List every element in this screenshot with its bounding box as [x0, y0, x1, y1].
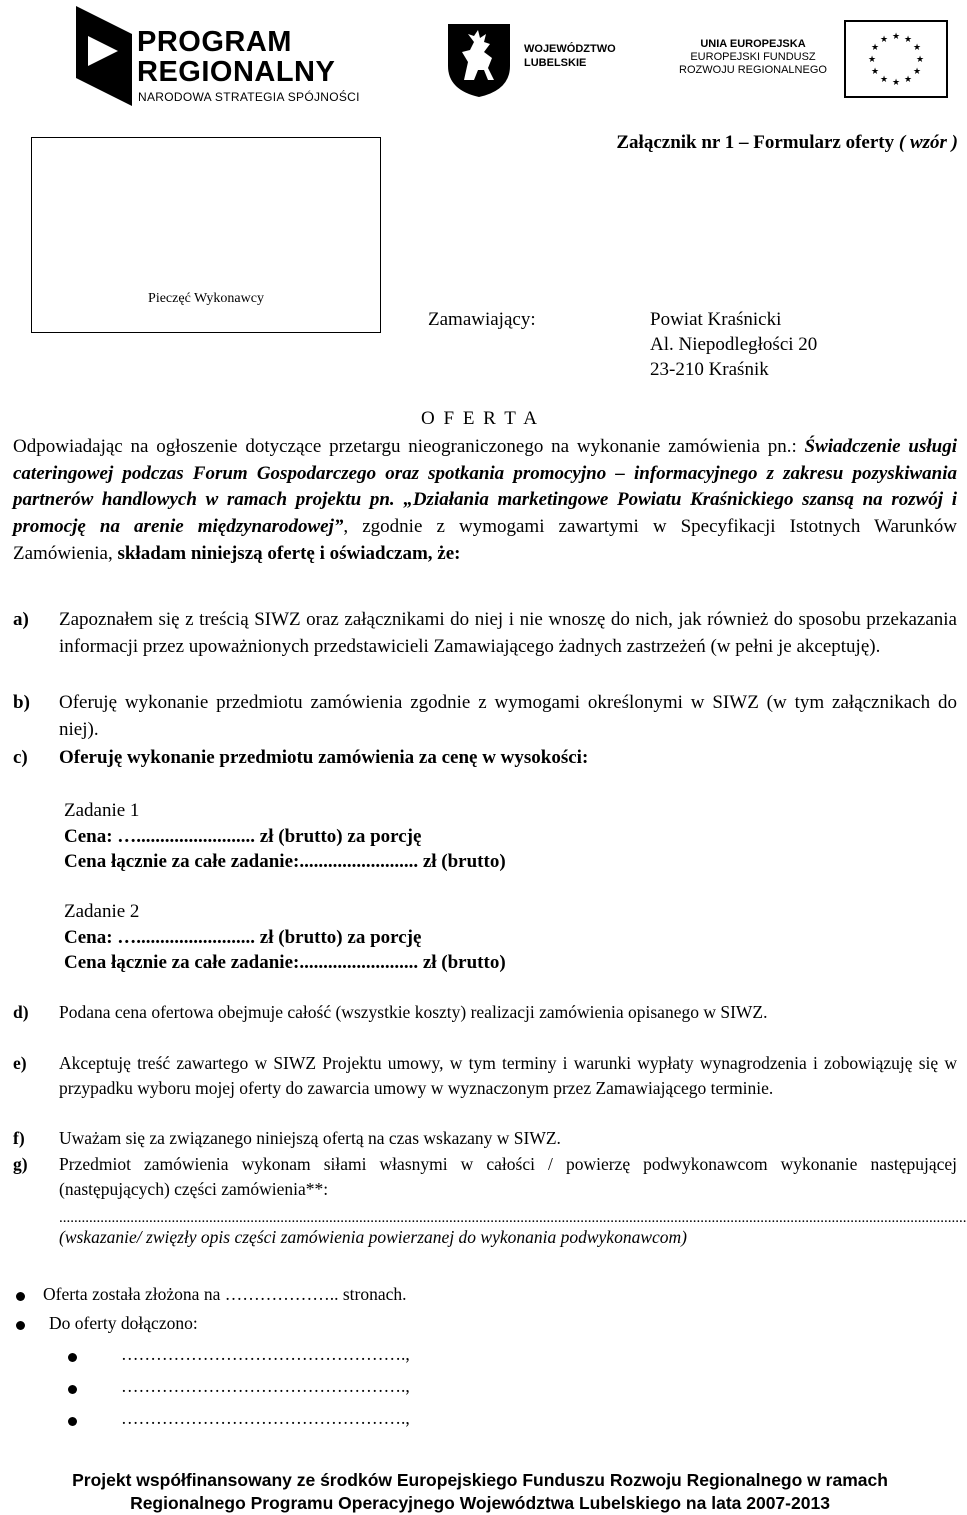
- footer-line2: Regionalnego Programu Operacyjnego Województwa Lubelskiego na lata 2007-2013: [130, 1493, 830, 1513]
- intro-part2: , zgodnie z wymogami zawartymi w Specyfikacji Istotnych Warunków Zamówienia,: [13, 516, 958, 564]
- task-name: Zadanie 2: [64, 901, 140, 922]
- bullet-icon: [16, 1292, 25, 1301]
- intro-declaration: składam niniejszą ofertę i oświadczam, że:: [117, 542, 461, 564]
- orderer-label: Zamawiający:: [428, 309, 536, 330]
- attachment-fill-line: ………………………………………….,: [121, 1376, 410, 1396]
- svg-text:★: ★: [912, 67, 922, 77]
- declaration-item-c: [13, 744, 957, 771]
- svg-text:★: ★: [879, 35, 889, 45]
- program-regionalny-emblem-icon: [76, 6, 132, 106]
- svg-text:★: ★: [891, 32, 901, 42]
- declaration-item-f: [13, 1126, 957, 1151]
- declaration-item-e: [13, 1051, 957, 1101]
- item-letter: f): [13, 1128, 25, 1148]
- eu-logo-line3: ROZWOJU REGIONALNEGO: [679, 64, 827, 76]
- orderer-street: Al. Niepodległości 20: [650, 334, 818, 355]
- wojewodztwo-lubelskie-logo: [444, 22, 634, 98]
- eu-logo: [672, 20, 950, 100]
- item-text: Akceptuję treść zawartego w SIWZ Projektu umowy, w tym terminy i warunki wypłaty wynagrodzenia i zobowiązuję się w przypadku wyboru mojej oferty do zawarcia umowy w wyznaczonym przez Zamawiającego terminie.: [59, 1053, 957, 1098]
- task-price-line: Cena: …......................... zł (brutto) za porcję: [64, 926, 422, 948]
- bullet-icon: [16, 1321, 25, 1330]
- program-regionalny-logo: [76, 6, 396, 106]
- intro-part1: Odpowiadając na ogłoszenie dotyczące przetargu nieograniczonego na wykonanie zamówienia pn.:: [13, 436, 805, 457]
- task-name: Zadanie 1: [64, 800, 140, 821]
- item-text: Przedmiot zamówienia wykonam siłami własnymi w całości / powierzę podwykonawcom wykonanie następującej (następujących) części zamówienia**:: [59, 1154, 957, 1199]
- svg-text:★: ★: [912, 43, 922, 53]
- task-block-2: [64, 899, 506, 976]
- orderer-city: 23-210 Kraśnik: [650, 359, 769, 380]
- svg-text:★: ★: [903, 35, 913, 45]
- item-text: Oferuję wykonanie przedmiotu zamówienia za cenę w wysokości:: [59, 747, 589, 768]
- eu-flag-icon: [844, 20, 948, 98]
- item-letter: e): [13, 1053, 27, 1073]
- item-text: Oferuję wykonanie przedmiotu zamówienia zgodnie z wymogami określonymi w SIWZ (w tym załącznikach do niej).: [59, 692, 957, 740]
- region-logo-line1: WOJEWÓDZTWO: [524, 43, 616, 55]
- subcontract-note: (wskazanie/ zwięzły opis części zamówienia powierzanej do wykonania podwykonawcom): [59, 1227, 687, 1247]
- attachment-fill-line: ………………………………………….,: [121, 1408, 410, 1428]
- attachment-fill-line: ………………………………………….,: [121, 1344, 410, 1364]
- eu-logo-line1: UNIA EUROPEJSKA: [700, 38, 806, 50]
- contract-subject: Świadczenie usługi cateringowej podczas Forum Gospodarczego oraz spotkania promocyjno – informacyjnego z zakresu pozyskiwania partnerów handlowych w ramach projektu pn. „Działania marketingowe Powiatu Kraśnickiego szansą na rozwój i promocję na arenie międzynarodowej”: [13, 436, 957, 538]
- pages-count-line: Oferta została złożona na ……………….. stronach.: [43, 1284, 407, 1304]
- item-text: Podana cena ofertowa obejmuje całość (wszystkie koszty) realizacji zamówienia opisanego w SIWZ.: [59, 1002, 768, 1022]
- task-block-1: [64, 798, 506, 875]
- svg-text:★: ★: [903, 75, 913, 85]
- task-total-line: Cena łącznie za całe zadanie:......................... zł (brutto): [64, 952, 506, 973]
- svg-text:★: ★: [891, 78, 901, 88]
- svg-text:★: ★: [870, 43, 880, 53]
- svg-text:★: ★: [867, 55, 877, 65]
- bullet-icon: [68, 1417, 77, 1426]
- attachments-heading: Do oferty dołączono:: [49, 1313, 198, 1333]
- contractor-stamp-box: [31, 137, 381, 333]
- svg-text:★: ★: [915, 55, 925, 65]
- task-price-line: Cena: …......................... zł (brutto) za porcję: [64, 825, 422, 847]
- program-logo-line1: PROGRAM: [137, 26, 292, 58]
- orderer-name: Powiat Kraśnicki: [650, 309, 782, 330]
- item-letter: a): [13, 609, 29, 630]
- deer-crest-icon: [444, 22, 514, 98]
- declaration-item-b: [13, 689, 957, 743]
- item-letter: d): [13, 1002, 29, 1022]
- declaration-item-d: [13, 1000, 957, 1025]
- intro-paragraph: [13, 434, 957, 568]
- funding-footer: [0, 1469, 960, 1515]
- task-total-line: Cena łącznie za całe zadanie:......................... zł (brutto): [64, 851, 506, 872]
- item-text: Zapoznałem się z treścią SIWZ oraz załącznikami do niej i nie wnoszę do nich, jak również do sposobu przekazania informacji przez upoważnionych przedstawicieli Zamawiającego żadnych zastrzeżeń (w pełni je akceptuję).: [59, 609, 957, 657]
- item-letter: c): [13, 747, 28, 768]
- program-logo-line2: REGIONALNY: [137, 56, 336, 88]
- eu-logo-text: [672, 38, 834, 77]
- program-logo-line3: NARODOWA STRATEGIA SPÓJNOŚCI: [138, 90, 360, 104]
- declaration-item-g: [13, 1152, 957, 1202]
- item-text: Uważam się za związanego niniejszą ofertą na czas wskazany w SIWZ.: [59, 1128, 561, 1148]
- eu-logo-line2: EUROPEJSKI FUNDUSZ: [690, 51, 816, 63]
- logo-header: [0, 0, 960, 120]
- offer-title: O F E R T A: [421, 408, 539, 429]
- footer-line1: Projekt współfinansowany ze środków Europejskiego Funduszu Rozwoju Regionalnego w ramach: [72, 1470, 888, 1490]
- item-letter: g): [13, 1154, 28, 1174]
- attachment-title-paren: ( wzór ): [898, 132, 958, 153]
- bullet-icon: [68, 1353, 77, 1362]
- declaration-item-a: [13, 606, 957, 660]
- item-letter: b): [13, 692, 30, 713]
- subcontract-fill-line: ..................................................................................................................................................................................................................................................: [59, 1210, 967, 1226]
- svg-text:★: ★: [870, 67, 880, 77]
- attachment-title-main: Załącznik nr 1 – Formularz oferty: [616, 132, 899, 153]
- region-logo-line2: LUBELSKIE: [524, 57, 587, 69]
- bullet-icon: [68, 1385, 77, 1394]
- stamp-label: Pieczęć Wykonawcy: [148, 291, 264, 306]
- svg-text:★: ★: [879, 75, 889, 85]
